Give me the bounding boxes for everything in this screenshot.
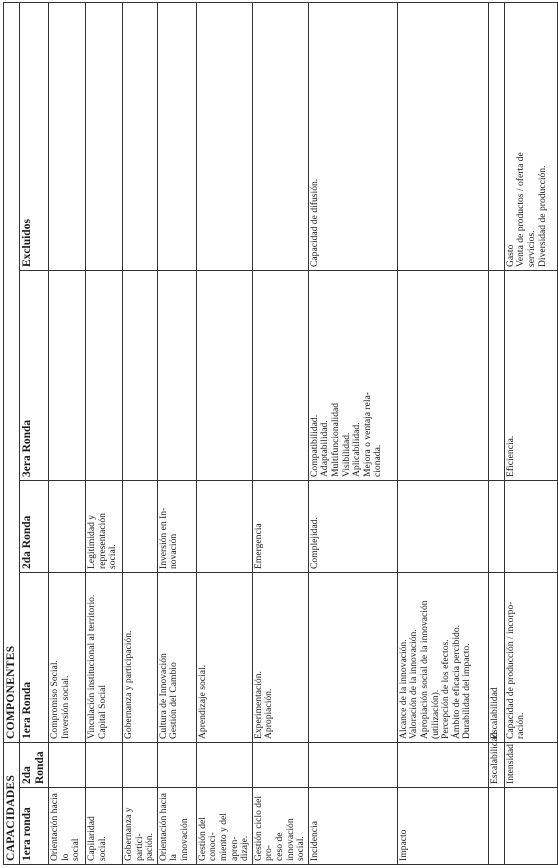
cell-cap-2da	[252, 743, 308, 788]
cell-comp-3era	[196, 271, 252, 481]
cell-line: cionada.	[372, 444, 384, 477]
cell-line: Eficiencia.	[504, 435, 516, 477]
table-row	[123, 2, 158, 864]
cell-line: Vinculación institucional al territorio.	[86, 594, 97, 739]
cell-line: Orientación hacia lo	[49, 793, 71, 861]
cell-line: Gobernanza y participación.	[123, 630, 134, 739]
cell-comp-2da	[123, 481, 158, 573]
col-header-comp-2da: 2da Ronda	[20, 481, 49, 573]
cell-line: Multifuncionalidad	[329, 402, 341, 477]
cell-line: Orientación hacia la	[157, 793, 180, 861]
cell-line: Intensidad	[504, 744, 516, 784]
cell-line: Capital Social	[96, 684, 108, 739]
col-header-excluidos: Excluidos	[20, 2, 49, 270]
cell-cap-1era	[397, 788, 488, 865]
cell-comp-2da	[252, 481, 308, 573]
cell-comp-2da	[308, 481, 397, 573]
capacidades-header: CAPACIDADES	[4, 743, 20, 865]
cell-line: Capilaridad social.	[86, 816, 108, 861]
cell-line: Capacidad de producción / incorpo-	[504, 601, 516, 739]
cell-line: Visibilidad.	[340, 432, 352, 477]
cell-comp-1era	[157, 573, 196, 743]
cell-line: novación	[168, 533, 180, 569]
cell-line: miento y del apren-	[217, 813, 240, 861]
cell-line: Compromiso Social.	[49, 660, 60, 739]
cell-excluidos	[488, 2, 504, 270]
cell-comp-3era	[397, 271, 488, 481]
componentes-header: COMPONENTES	[4, 2, 20, 742]
cell-cap-2da	[196, 743, 252, 788]
cell-comp-2da	[397, 481, 488, 573]
table-body	[49, 2, 558, 864]
cell-comp-1era	[123, 573, 158, 743]
cell-line: Apropiación social de la innovación	[418, 600, 430, 739]
cell-cap-1era	[308, 788, 397, 865]
cell-line: Diversidad de producción.	[536, 165, 548, 267]
col-header-cap-2da: 2da Ronda	[20, 743, 49, 788]
cell-cap-2da	[86, 743, 123, 788]
table-row	[308, 2, 397, 864]
cell-line: Impacto	[397, 829, 409, 861]
cell-line: Cultura de Innovación	[157, 653, 169, 739]
cell-cap-2da	[488, 732, 504, 788]
cell-cap-1era	[488, 788, 504, 865]
cell-line: ración.	[515, 712, 527, 739]
cell-comp-2da	[504, 481, 557, 573]
cell-line: Inversión en In-	[157, 507, 169, 569]
cell-cap-2da	[49, 743, 86, 788]
capacities-components-table	[3, 2, 558, 865]
cell-comp-1era	[397, 573, 488, 743]
cell-line: Legitimidad y	[86, 514, 97, 569]
cell-excluidos	[397, 2, 488, 270]
cell-line: Incidencia	[308, 821, 320, 861]
cell-line: Emergencia	[252, 523, 264, 569]
cell-line: innovación	[178, 818, 190, 861]
cell-cap-2da	[504, 743, 557, 788]
cell-line: Venta de productos / oferta de	[515, 152, 527, 267]
cell-comp-3era	[252, 271, 308, 481]
cell-line: Alcance de la innovación.	[397, 639, 409, 739]
cell-comp-1era	[308, 573, 397, 743]
cell-line: Escalabilidad	[488, 687, 500, 739]
cell-cap-2da	[123, 743, 158, 788]
cell-line: Experimentación.	[252, 671, 264, 739]
cell-line: (utilización).	[429, 689, 441, 739]
cell-line: Escalabilidad	[488, 732, 500, 784]
cell-line: Apropiación.	[263, 688, 275, 739]
cell-cap-2da	[308, 743, 397, 788]
cell-comp-1era	[252, 573, 308, 743]
cell-line: social	[70, 838, 82, 861]
cell-line: Compatibilidad.	[308, 414, 320, 477]
cell-comp-1era	[49, 573, 86, 743]
cell-cap-1era	[157, 788, 196, 865]
cell-comp-3era	[86, 271, 123, 481]
cell-comp-3era	[49, 271, 86, 481]
cell-cap-1era	[123, 788, 158, 865]
cell-line: Gasto	[504, 244, 516, 267]
cell-excluidos	[196, 2, 252, 270]
cell-line: servicios.	[525, 230, 537, 267]
cell-comp-2da	[49, 481, 86, 573]
cell-comp-3era	[157, 271, 196, 481]
cell-line: Gestión del Cambio	[168, 662, 180, 739]
cell-line: Gestión ciclo del pro-	[252, 795, 275, 861]
cell-line: Gobernanza y partici-	[123, 807, 145, 861]
col-header-comp-1era: 1era Ronda	[20, 573, 49, 743]
cell-excluidos	[504, 2, 557, 270]
cell-line: representación	[96, 513, 108, 569]
cell-cap-1era	[504, 788, 557, 865]
cell-cap-1era	[86, 788, 123, 865]
table-row	[504, 2, 557, 864]
table-row	[252, 2, 308, 864]
cell-comp-2da	[196, 481, 252, 573]
table-row	[488, 2, 504, 864]
cell-line: Valoración de la innovación.	[408, 629, 420, 739]
cell-line: social.	[107, 544, 119, 569]
cell-excluidos	[252, 2, 308, 270]
cell-cap-1era	[49, 788, 86, 865]
cell-excluidos	[49, 2, 86, 270]
cell-comp-3era	[488, 271, 504, 481]
cell-line: Complejidad.	[308, 517, 320, 569]
cell-line: social.	[295, 836, 307, 861]
cell-excluidos	[308, 2, 397, 270]
cell-line: Aprendizaje social.	[196, 664, 208, 739]
col-header-cap-1era: 1era ronda	[20, 788, 49, 865]
table-row	[157, 2, 196, 864]
cell-comp-1era	[504, 573, 557, 743]
cell-line: Percepción de los efectos.	[440, 639, 452, 739]
cell-comp-3era	[123, 271, 158, 481]
cell-cap-1era	[196, 788, 252, 865]
cell-excluidos	[157, 2, 196, 270]
cell-comp-1era	[488, 573, 504, 743]
cell-line: Adaptabilidad.	[319, 420, 331, 477]
cell-line: Aplicabilidad.	[351, 422, 363, 477]
cell-line: Mejora o ventaja rela-	[361, 392, 373, 477]
cell-comp-3era	[504, 271, 557, 481]
cell-comp-3era	[308, 271, 397, 481]
table-row	[196, 2, 252, 864]
cell-comp-2da	[86, 481, 123, 573]
cell-line: Inversión social.	[59, 675, 71, 739]
cell-line: pación.	[144, 833, 156, 861]
cell-comp-2da	[488, 481, 504, 573]
table-row	[49, 2, 86, 864]
cell-comp-1era	[86, 573, 123, 743]
table-row	[86, 2, 123, 864]
cell-excluidos	[86, 2, 123, 270]
cell-line: Gestión del conoci-	[196, 817, 219, 861]
cell-cap-2da	[157, 743, 196, 788]
col-header-comp-3era: 3era Ronda	[20, 271, 49, 481]
cell-cap-2da	[397, 743, 488, 788]
cell-line: Durabilidad del impacto.	[461, 643, 473, 739]
cell-line: Capacidad de difusión.	[308, 178, 320, 267]
cell-comp-2da	[157, 481, 196, 573]
table-row	[397, 2, 488, 864]
cell-comp-1era	[196, 573, 252, 743]
cell-line: dizaje.	[239, 835, 251, 861]
cell-line: Ámbito de eficacia percibido.	[450, 624, 462, 739]
cell-cap-1era	[252, 788, 308, 865]
cell-line: ceso de innovación	[273, 818, 296, 861]
cell-excluidos	[123, 2, 158, 270]
